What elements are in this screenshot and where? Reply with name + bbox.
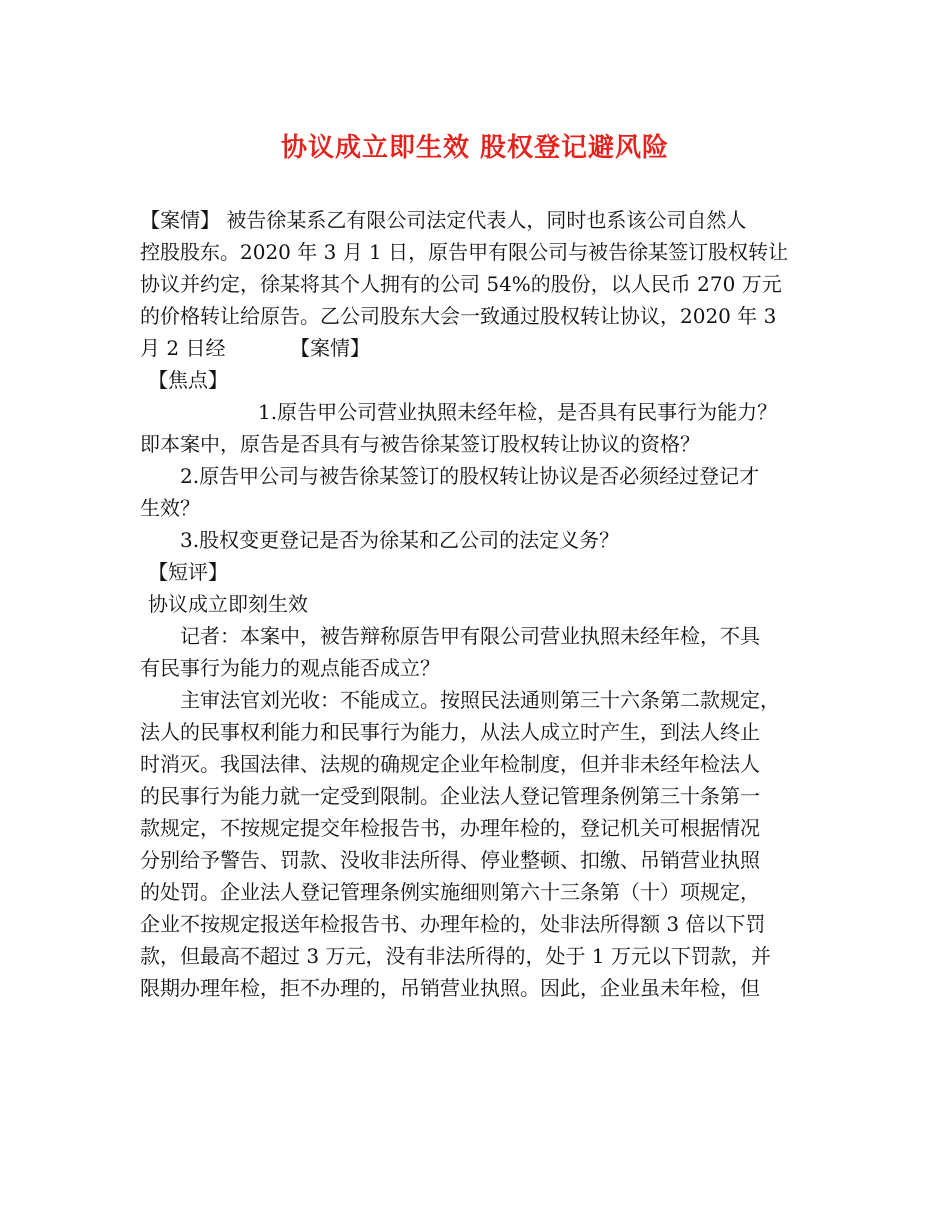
text-line: 即本案中，原告是否具有与被告徐某签订股权转让协议的资格？ bbox=[140, 432, 700, 456]
text-line: 款，但最高不超过 3 万元，没有非法所得的，处于 1 万元以下罚款，并 bbox=[140, 944, 771, 968]
text-line: 款规定，不按规定提交年检报告书，办理年检的，登记机关可根据情况 bbox=[140, 816, 760, 840]
text-line: 有民事行为能力的观点能否成立？ bbox=[140, 656, 440, 680]
text-line: 限期办理年检，拒不办理的，吊销营业执照。因此，企业虽未年检，但 bbox=[140, 976, 760, 1000]
text-line: 控股股东。2020 年 3 月 1 日，原告甲有限公司与被告徐某签订股权转让 bbox=[140, 240, 789, 264]
text-line: 1.原告甲公司营业执照未经年检，是否具有民事行为能力？ bbox=[258, 400, 778, 424]
text-line: 2.原告甲公司与被告徐某签订的股权转让协议是否必须经过登记才 bbox=[180, 464, 760, 488]
text-line: 的处罚。企业法人登记管理条例实施细则第六十三条第（十）项规定， bbox=[140, 880, 760, 904]
text-line: 企业不按规定报送年检报告书、办理年检的，处非法所得额 3 倍以下罚 bbox=[140, 912, 766, 936]
text-line: 的民事行为能力就一定受到限制。企业法人登记管理条例第三十条第一 bbox=[140, 784, 760, 808]
text-line: 3.股权变更登记是否为徐某和乙公司的法定义务？ bbox=[180, 528, 620, 552]
text-line: 的价格转让给原告。乙公司股东大会一致通过股权转让协议，2020 年 3 bbox=[140, 304, 777, 328]
section-heading-focus: 【焦点】 bbox=[148, 368, 228, 392]
text-line: 主审法官刘光收：不能成立。按照民法通则第三十六条第二款规定， bbox=[180, 688, 780, 712]
document-title: 协议成立即生效 股权登记避风险 bbox=[280, 133, 670, 163]
section-heading-review: 【短评】 bbox=[148, 560, 228, 584]
text-fragment: 月 2 日经 bbox=[140, 336, 226, 360]
text-line: 法人的民事权利能力和民事行为能力，从法人成立时产生，到法人终止 bbox=[140, 720, 760, 744]
text-line: 时消灭。我国法律、法规的确规定企业年检制度，但并非未经年检法人 bbox=[140, 752, 760, 776]
text-line: 记者：本案中，被告辩称原告甲有限公司营业执照未经年检，不具 bbox=[180, 624, 760, 648]
subheading: 协议成立即刻生效 bbox=[148, 592, 308, 616]
text-line: 协议并约定，徐某将其个人拥有的公司 54%的股份，以人民币 270 万元 bbox=[140, 272, 782, 296]
document-body bbox=[140, 204, 820, 1004]
text-line: 分别给予警告、罚款、没收非法所得、停业整顿、扣缴、吊销营业执照 bbox=[140, 848, 760, 872]
inline-section-label: 【案情】 bbox=[290, 336, 370, 360]
text-line: 【案情】 被告徐某系乙有限公司法定代表人，同时也系该公司自然人 bbox=[140, 208, 747, 232]
text-line-with-label bbox=[140, 332, 820, 364]
text-line: 生效？ bbox=[140, 496, 200, 520]
